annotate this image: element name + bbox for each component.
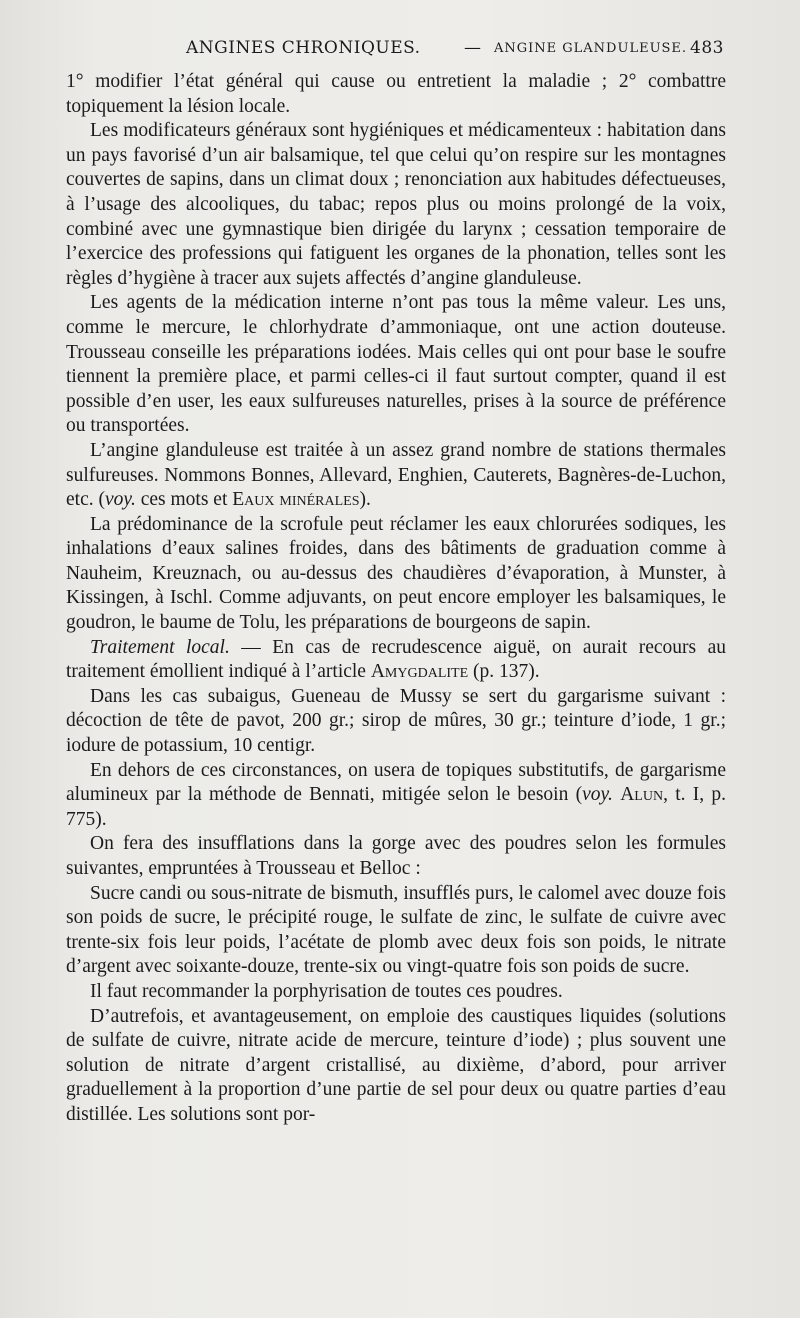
subheading-traitement-local: Traitement local. (90, 636, 230, 658)
paragraph-7: Dans les cas subaigus, Gueneau de Mussy se sert du gargarisme suivant : décoction de tête de pavot, 200 gr.; sirop de mûres, 30 gr.; teinture d’iode, 1 gr.; iodure de potassium, 10 centigr. (66, 685, 726, 757)
running-header (66, 38, 724, 62)
paragraph-5: La prédominance de la scrofule peut réclamer les eaux chlorurées sodiques, les inhalations d’eaux salines froides, dans des bâtiments de graduation comme à Nauheim, Kreuznach, ou au-dessus des chaudières d’évaporation, à Munster, à Kissingen, à Ischl. Comme adjuvants, on peut encore employer les balsamiques, le goudron, le baume de Tolu, les préparations de bourgeons de sapin. (66, 513, 726, 634)
paragraph-2: Les modificateurs généraux sont hygiéniques et médicamenteux : habitation dans un pays favorisé d’un air balsamique, tel que celui qu’on respire sur les montagnes couvertes de sapins, dans un climat doux ; renonciation aux habitudes défectueuses, à l’usage des alcooliques, du tabac; repos plus ou moins prolongé de la voix, combiné avec une gymnastique bien dirigée du larynx ; cessation temporaire de l’exercice des professions qui fatiguent les organes de la phonation, telles sont les règles d’hygiène à tracer aux sujets affectés d’angine glanduleuse. (66, 120, 726, 289)
cross-reference-amygdalite: Amygdalite (370, 661, 469, 683)
paragraph-9: On fera des insufflations dans la gorge avec des poudres selon les formules suivantes, empruntées à Trousseau et Belloc : (66, 833, 726, 879)
paragraph-8: En dehors de ces circonstances, on usera de topiques substitutifs, de gargarisme alumineux par la méthode de Bennati, mitigée selon le besoin (voy. Alun, t. I, p. 775). (66, 759, 727, 830)
paragraph-4: L’angine glanduleuse est traitée à un assez grand nombre de stations thermales sulfureuses. Nommons Bonnes, Allevard, Enghien, Cauterets, Bagnères-de-Luchon, etc. (voy. ces mots et Eaux minérales). (66, 439, 726, 511)
cross-reference-eaux-minerales: Eaux minérales (232, 489, 360, 511)
cross-reference-alun: Alun (620, 784, 664, 806)
paragraph-12: D’autrefois, et avantageusement, on emploie des caustiques liquides (solutions de sulfate de cuivre, nitrate acide de mercure, teinture d’iode) ; plus souvent une solution de nitrate d’argent cristallisé, au dixième, d’abord, pour arriver graduellement à la proportion d’une partie de sel pour deux ou quatre parties d’eau distillée. Les solutions sont por- (66, 1005, 726, 1125)
header-dash: — (464, 38, 482, 58)
chapter-title: ANGINES CHRONIQUES. (186, 38, 421, 58)
voy-reference: voy. (104, 489, 136, 511)
page-number: 483 (690, 38, 724, 58)
paragraph-6: Traitement local. — En cas de recrudescence aiguë, on aurait recours au traitement émollient indiqué à l’article Amygdalite (p. 137). (66, 636, 726, 683)
paragraph-10: Sucre candi ou sous-nitrate de bismuth, insufflés purs, le calomel avec douze fois son poids de sucre, le précipité rouge, le sulfate de zinc, le sulfate de cuivre avec trente-six fois leur poids, l’acétate de plomb avec deux fois son poids, le nitrate d’argent avec soixante-douze, trente-six ou vingt-quatre fois son poids de sucre. (66, 882, 726, 978)
paragraph-11: Il faut recommander la porphyrisation de toutes ces poudres. (90, 980, 563, 1002)
section-title: ANGINE GLANDULEUSE. (494, 41, 688, 56)
paragraph-1: 1° modifier l’état général qui cause ou entretient la maladie ; 2° combattre topiquement la lésion locale. (66, 71, 726, 117)
body-text (66, 70, 726, 1128)
voy-reference: voy. (582, 784, 613, 806)
paragraph-3: Les agents de la médication interne n’ont pas tous la même valeur. Les uns, comme le mercure, le chlorhydrate d’ammoniaque, ont une action douteuse. Trousseau conseille les préparations iodées. Mais celles qui ont pour base le soufre tiennent la première place, et parmi celles-ci il faut surtout compter, quand il est possible d’en user, les eaux sulfureuses naturelles, prises à la source de préférence ou transportées. (66, 292, 726, 437)
